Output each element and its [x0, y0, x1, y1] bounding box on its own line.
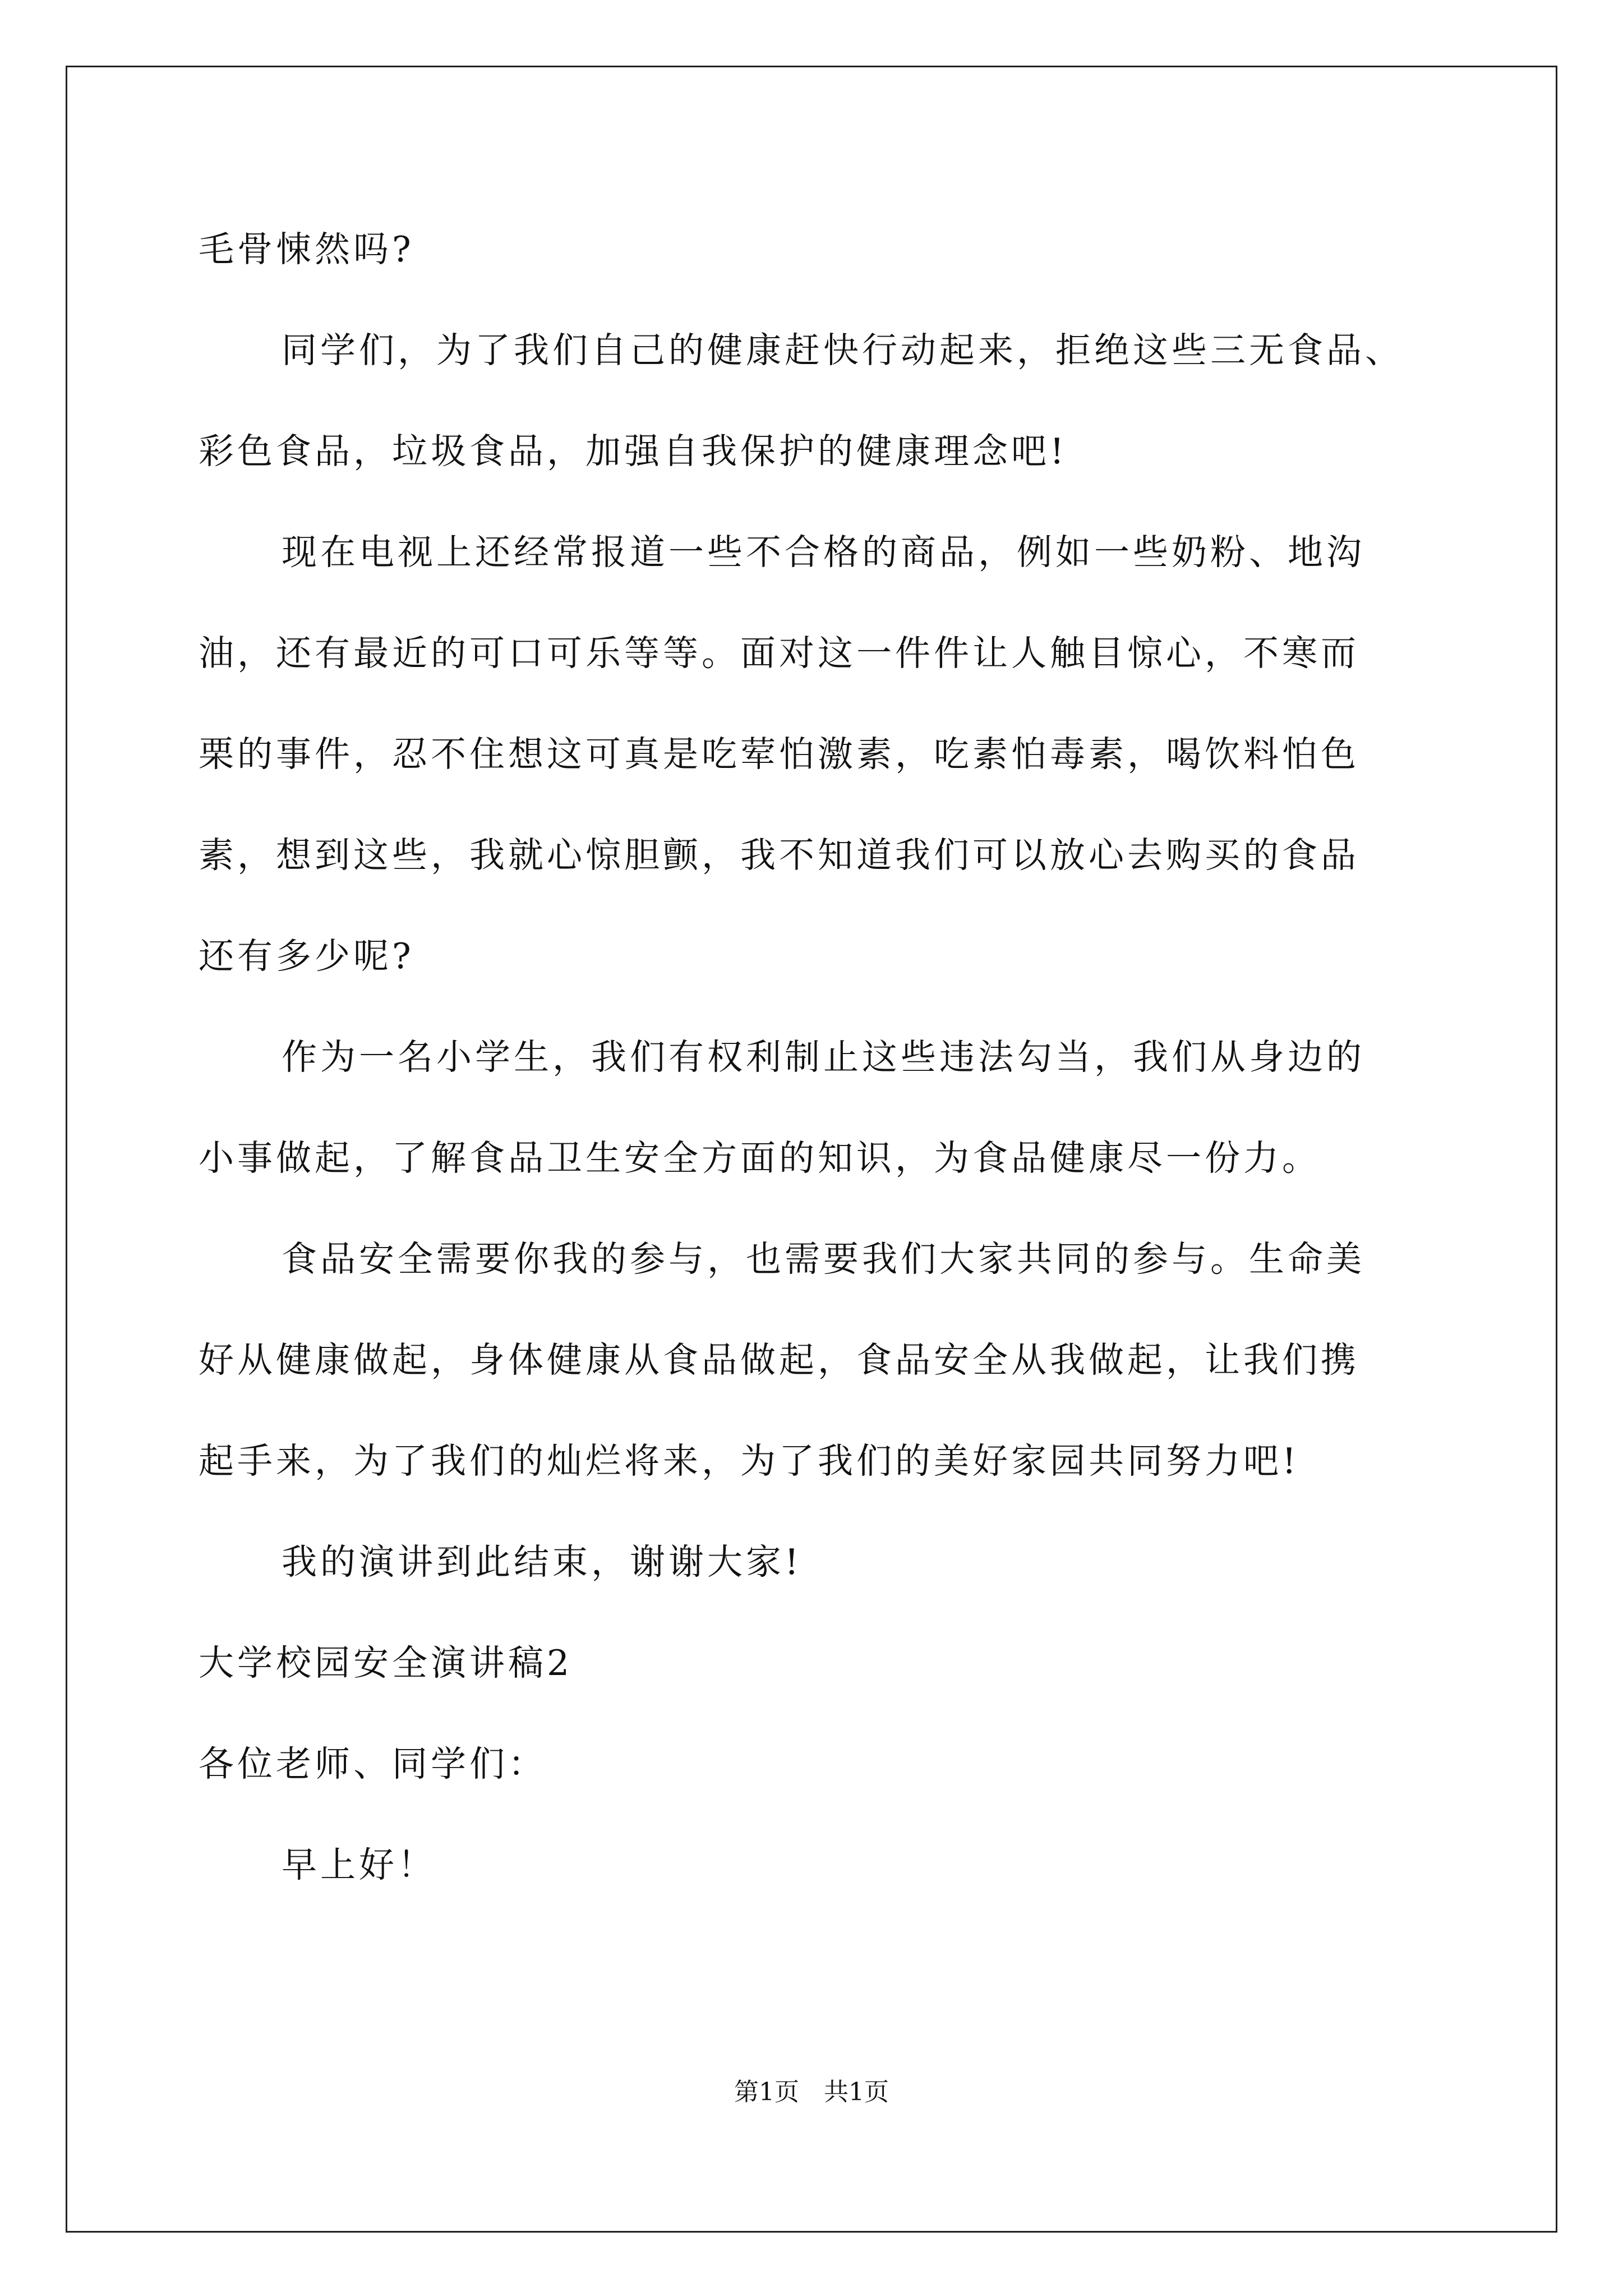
page-number-footer: 第1页 共1页: [734, 2078, 889, 2106]
salutation: 各位老师、同学们：: [199, 1743, 547, 1784]
text-line: 油，还有最近的可口可乐等等。面对这一件件让人触目惊心，不寒而: [199, 633, 1359, 674]
text-line: 素，想到这些，我就心惊胆颤，我不知道我们可以放心去购买的食品: [199, 835, 1359, 876]
text-line: 同学们，为了我们自己的健康赶快行动起来，拒绝这些三无食品、: [282, 330, 1404, 371]
text-line: 毛骨悚然吗?: [199, 229, 414, 270]
text-line: 好从健康做起，身体健康从食品做起，食品安全从我做起，让我们携: [199, 1340, 1359, 1381]
text-line: 作为一名小学生，我们有权利制止这些违法勾当，我们从身边的: [282, 1037, 1365, 1078]
text-line: 小事做起，了解食品卫生安全方面的知识，为食品健康尽一份力。: [199, 1138, 1321, 1179]
text-line: 现在电视上还经常报道一些不合格的商品，例如一些奶粉、地沟: [282, 532, 1365, 573]
text-line: 彩色食品，垃圾食品，加强自我保护的健康理念吧!: [199, 431, 1068, 472]
text-line: 起手来，为了我们的灿烂将来，为了我们的美好家园共同努力吧!: [199, 1441, 1300, 1481]
text-line: 食品安全需要你我的参与，也需要我们大家共同的参与。生命美: [282, 1239, 1365, 1280]
text-line: 还有多少呢?: [199, 936, 414, 977]
text-line: 我的演讲到此结束，谢谢大家!: [282, 1542, 803, 1582]
section-heading: 大学校园安全演讲稿2: [199, 1642, 573, 1683]
document-body: [199, 199, 1446, 1916]
greeting: 早上好！: [282, 1844, 436, 1885]
text-line: 栗的事件，忍不住想这可真是吃荤怕激素，吃素怕毒素，喝饮料怕色: [199, 734, 1359, 775]
